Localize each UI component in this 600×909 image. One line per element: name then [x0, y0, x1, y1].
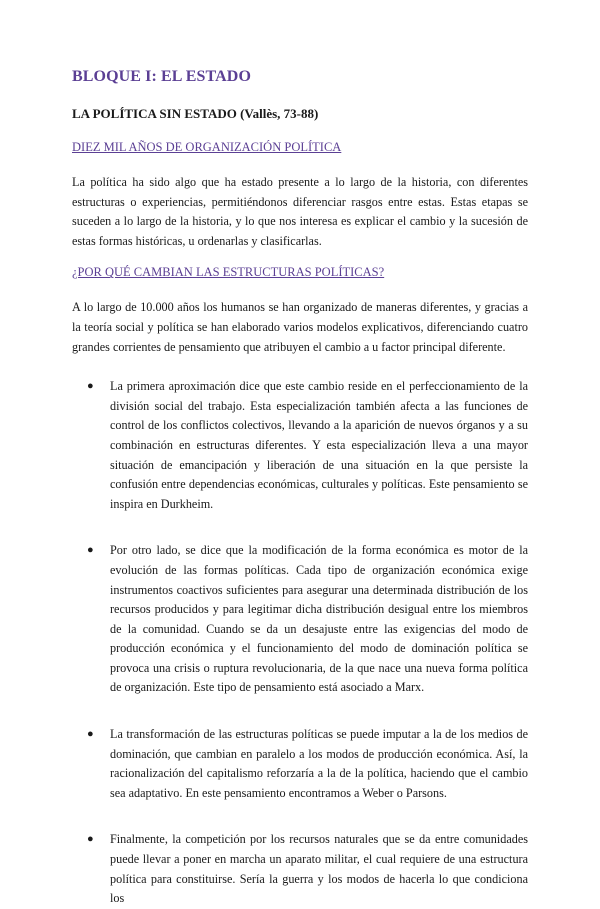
list-item-text: Finalmente, la competición por los recursos naturales que se da entre comunidades puede llevar a poner en marcha un aparato militar, el cual requiere de una estructura política para constituirse. Sería la guerra y los modos de hacerla lo que condiciona los — [110, 832, 528, 906]
bullet-list — [72, 377, 528, 909]
paragraph-cambio: A lo largo de 10.000 años los humanos se han organizado de maneras diferentes, y gracias a la teoría social y política se han elaborado varios modelos explicativos, diferenciando cuatro grandes corrientes de pensamiento que atribuyen el cambio a u factor principal diferente. — [72, 300, 528, 354]
list-item-text: La primera aproximación dice que este cambio reside en el perfeccionamiento de la división social del trabajo. Esta especialización también afecta a las funciones de control de los conflictos colectivos, llevando a la aparición de nuevos órganos y a su combinación en estructuras diferentes. Y esta especialización lleva a una mayor situación de emancipación y liberación de una situación en la que persiste la confusión entre dependencias económicas, culturales y políticas. Este pensamiento se inspira en Durkheim. — [110, 379, 528, 511]
list-item-text: Por otro lado, se dice que la modificación de la forma económica es motor de la evolución de las formas políticas. Cada tipo de organización económica exige instrumentos coactivos suficientes para asegurar una determinada distribución de los recursos producidos y para legitimar dicha distribución desigual entre los miembros de la comunidad. Cuando se da un desajuste entre las exigencias del modo de producción económica y el funcionamiento del modo de dominación política se provoca una crisis o ruptura revolucionaria, de la que nace una nueva forma política de organización. Este tipo de pensamiento está asociado a Marx. — [110, 543, 528, 695]
chapter-subtitle: LA POLÍTICA SIN ESTADO (Vallès, 73-88) — [72, 106, 319, 121]
paragraph-organizacion: La política ha sido algo que ha estado presente a lo largo de la historia, con diferentes estructuras o experiencias, permitiéndonos diferenciar rasgos entre estas. Estas etapas se suceden a lo largo de la historia, y lo que nos interesa es explicar el cambio y la sucesión de estas formas históricas, u ordenarlas y clasificarlas. — [72, 175, 528, 248]
section-title-organizacion: DIEZ MIL AÑOS DE ORGANIZACIÓN POLÍTICA — [72, 140, 342, 154]
bullet-icon: ● — [87, 833, 94, 846]
section-title-cambio: ¿POR QUÉ CAMBIAN LAS ESTRUCTURAS POLÍTICAS? — [72, 265, 385, 280]
list-item — [87, 830, 528, 908]
list-item — [87, 725, 528, 803]
list-item-text: La transformación de las estructuras políticas se puede imputar a la de los medios de dominación, que cambian en paralelo a los modos de producción económica. Así, la racionalización del capitalismo reforzaría a la de la política, haciendo que el cambio sea adaptativo. En este pensamiento encontramos a Weber o Parsons. — [110, 727, 528, 800]
bloque-title: BLOQUE I: EL ESTADO — [72, 68, 251, 85]
list-item — [87, 377, 528, 514]
bullet-icon: ● — [87, 544, 94, 557]
list-item — [87, 541, 528, 698]
bullet-icon: ● — [87, 728, 94, 741]
bullet-icon: ● — [87, 380, 94, 393]
